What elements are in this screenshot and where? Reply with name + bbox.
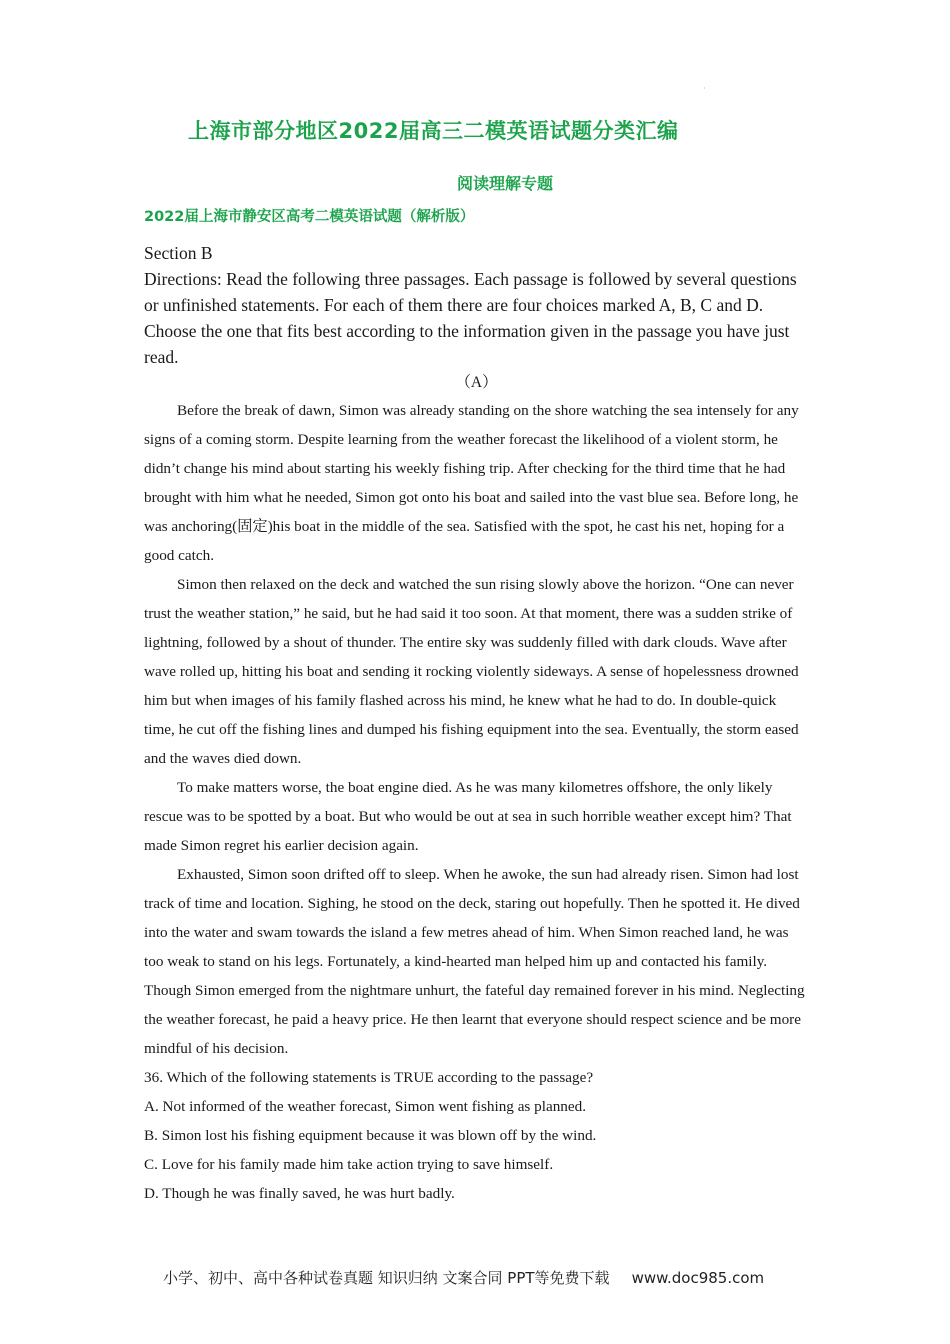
sub-title: 阅读理解专题: [456, 174, 553, 193]
footer-site-link[interactable]: www.doc985.com: [631, 1269, 765, 1287]
passage-paragraph: Simon then relaxed on the deck and watched the sun rising slowly above the horizon. “One can never trust the weather station,” he said, but he had said it too soon. At that moment, there was a sudden strike of lightning, followed by a shout of thunder. The entire sky was suddenly filled with dark clouds. Wave after wave rolled up, hitting his boat and sending it rocking violently sideways. A sense of hopelessness drowned him but when images of his family flashed across his mind, he knew what he had to do. In double-quick time, he cut off the fishing lines and dumped his fishing equipment into the sea. Eventually, the storm eased and the waves died down.: [144, 576, 799, 767]
passage-paragraph: To make matters worse, the boat engine died. As he was many kilometres offshore, the only likely rescue was to be spotted by a boat. But who would be out at sea in such horrible weather except him? That made Simon regret his earlier decision again.: [144, 779, 792, 854]
section-heading: Section B: [144, 243, 213, 263]
source-title: 2022届上海市静安区高考二模英语试题（解析版）: [144, 209, 475, 225]
main-title: 上海市部分地区2022届高三二模英语试题分类汇编: [188, 119, 679, 143]
page-footer: [163, 1267, 764, 1288]
question-option-a: A. Not informed of the weather forecast, Simon went fishing as planned.: [144, 1098, 587, 1115]
question-option-d: D. Though he was finally saved, he was hurt badly.: [144, 1185, 455, 1202]
question-option-b: B. Simon lost his fishing equipment because it was blown off by the wind.: [144, 1127, 597, 1144]
footer-text: 小学、初中、高中各种试卷真题 知识归纳 文案合同 PPT等免费下载: [163, 1269, 610, 1287]
question-option-c: C. Love for his family made him take action trying to save himself.: [144, 1156, 554, 1173]
question-stem: 36. Which of the following statements is TRUE according to the passage?: [144, 1069, 594, 1086]
directions-text: Directions: Read the following three passages. Each passage is followed by several questions or unfinished statements. For each of them there are four choices marked A, B, C and D. Choose the one that fits best according to the information given in the passage you have just read.: [144, 269, 797, 367]
passage-paragraph: Exhausted, Simon soon drifted off to sleep. When he awoke, the sun had already risen. Simon had lost track of time and location. Sighing, he stood on the deck, staring out hopefully. Then he spotted it. He dived into the water and swam towards the island a few metres ahead of him. When Simon reached land, he was too weak to stand on his legs. Fortunately, a kind-hearted man helped him up and contacted his family. Though Simon emerged from the nightmare unhurt, the fateful day remained forever in his mind. Neglecting the weather forecast, he paid a heavy price. He then learnt that everyone should respect science and be more mindful of his decision.: [144, 866, 805, 1057]
passage-paragraph: Before the break of dawn, Simon was already standing on the shore watching the sea intensely for any signs of a coming storm. Despite learning from the weather forecast the likelihood of a violent storm, he didn’t change his mind about starting his weekly fishing trip. After checking for the third time that he had brought with him what he needed, Simon got onto his boat and sailed into the vast blue sea. Before long, he was anchoring(固定)his boat in the middle of the sea. Satisfied with the spot, he cast his net, hoping for a good catch.: [144, 402, 799, 564]
content-body: [144, 240, 809, 1208]
passage-label: （A）: [455, 374, 498, 391]
decorative-dot: ·: [703, 84, 706, 93]
